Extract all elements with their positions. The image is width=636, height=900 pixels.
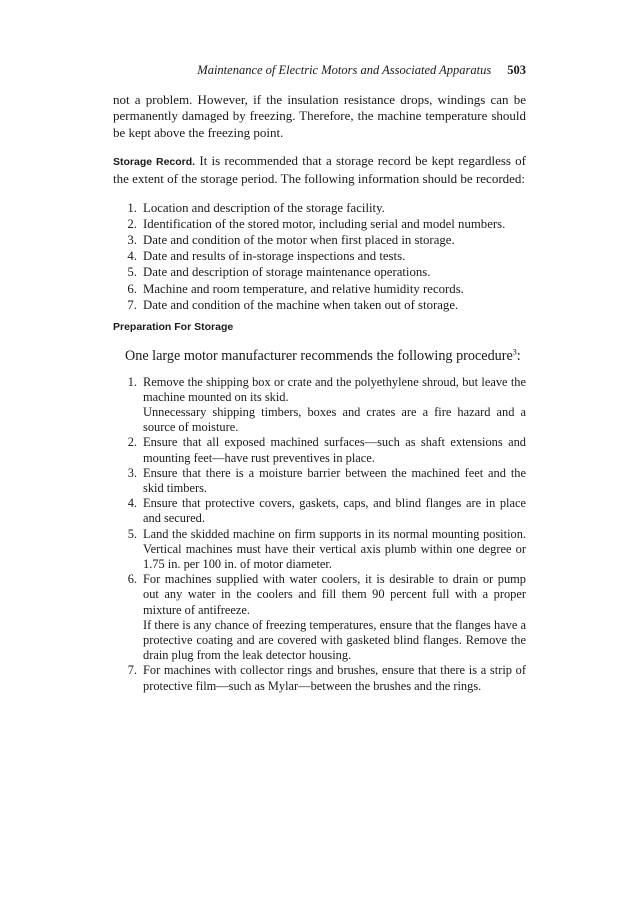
intro-paragraph: not a problem. However, if the insulation resistance drops, windings can be permanently damaged by freezing. Therefore, the machine temperature should be kept above the freezing point. [113,92,526,140]
list-item: 5. Land the skidded machine on firm supports in its normal mounting position. Vertical machines must have their vertical axis plumb within one degree or 1.75 in. per 100 in. of motor diameter. [127,526,526,571]
list-item: 4. Ensure that protective covers, gaskets, caps, and blind flanges are in place and secured. [127,496,526,526]
storage-record-text: It is recommended that a storage record be kept regardless of the extent of the storage period. The following information should be recorded: [113,153,527,186]
procedure-list [113,375,526,694]
list-item: 2. Ensure that all exposed machined surfaces—such as shaft extensions and mounting feet—have rust preventives in place. [127,435,526,465]
storage-record-paragraph [113,153,526,187]
lead-paragraph: One large motor manufacturer recommends the following procedure$^3$: [125,347,521,365]
storage-record-heading: Storage Record. [113,156,196,169]
footnote-marker: 3 [512,347,517,357]
list-item: 3. Ensure that there is a moisture barrier between the machined feet and the skid timbers. [127,465,526,495]
list-item: 6. For machines supplied with water coolers, it is desirable to drain or pump out any water in the coolers and fill them 90 percent full with a proper mixture of antifreeze. If there is any chance of freezing temperatures, ensure that the flanges have a protective coating and are covered with gasketed blind flanges. Remove the drain plug from the leak detector housing. [127,572,526,663]
page-header [113,63,526,78]
page-body [113,92,526,694]
list-item: 7. For machines with collector rings and brushes, ensure that there is a strip of protective film—such as Mylar—between the brushes and the rings. [127,663,526,693]
list-item: 7. Date and condition of the machine when taken out of storage. [127,297,459,312]
list-item: 5. Date and description of storage maintenance operations. [127,265,431,280]
page-number: 503 [507,63,526,77]
list-item: 3. Date and condition of the motor when first placed in storage. [127,233,455,248]
list-item: 1. Remove the shipping box or crate and the polyethylene shroud, but leave the machine mounted on its skid. Unnecessary shipping timbers, boxes and crates are a fire hazard and a source of moisture. [127,374,526,435]
running-title: Maintenance of Electric Motors and Associated Apparatus [197,63,492,77]
list-item: 6. Machine and room temperature, and relative humidity records. [127,281,464,296]
list-item: 4. Date and results of in-storage inspections and tests. [127,249,406,264]
list-item: 1. Location and description of the storage facility. [127,201,385,216]
storage-record-list [113,200,526,313]
list-item: 2. Identification of the stored motor, including serial and model numbers. [127,217,506,232]
section-heading: Preparation For Storage [113,320,234,333]
